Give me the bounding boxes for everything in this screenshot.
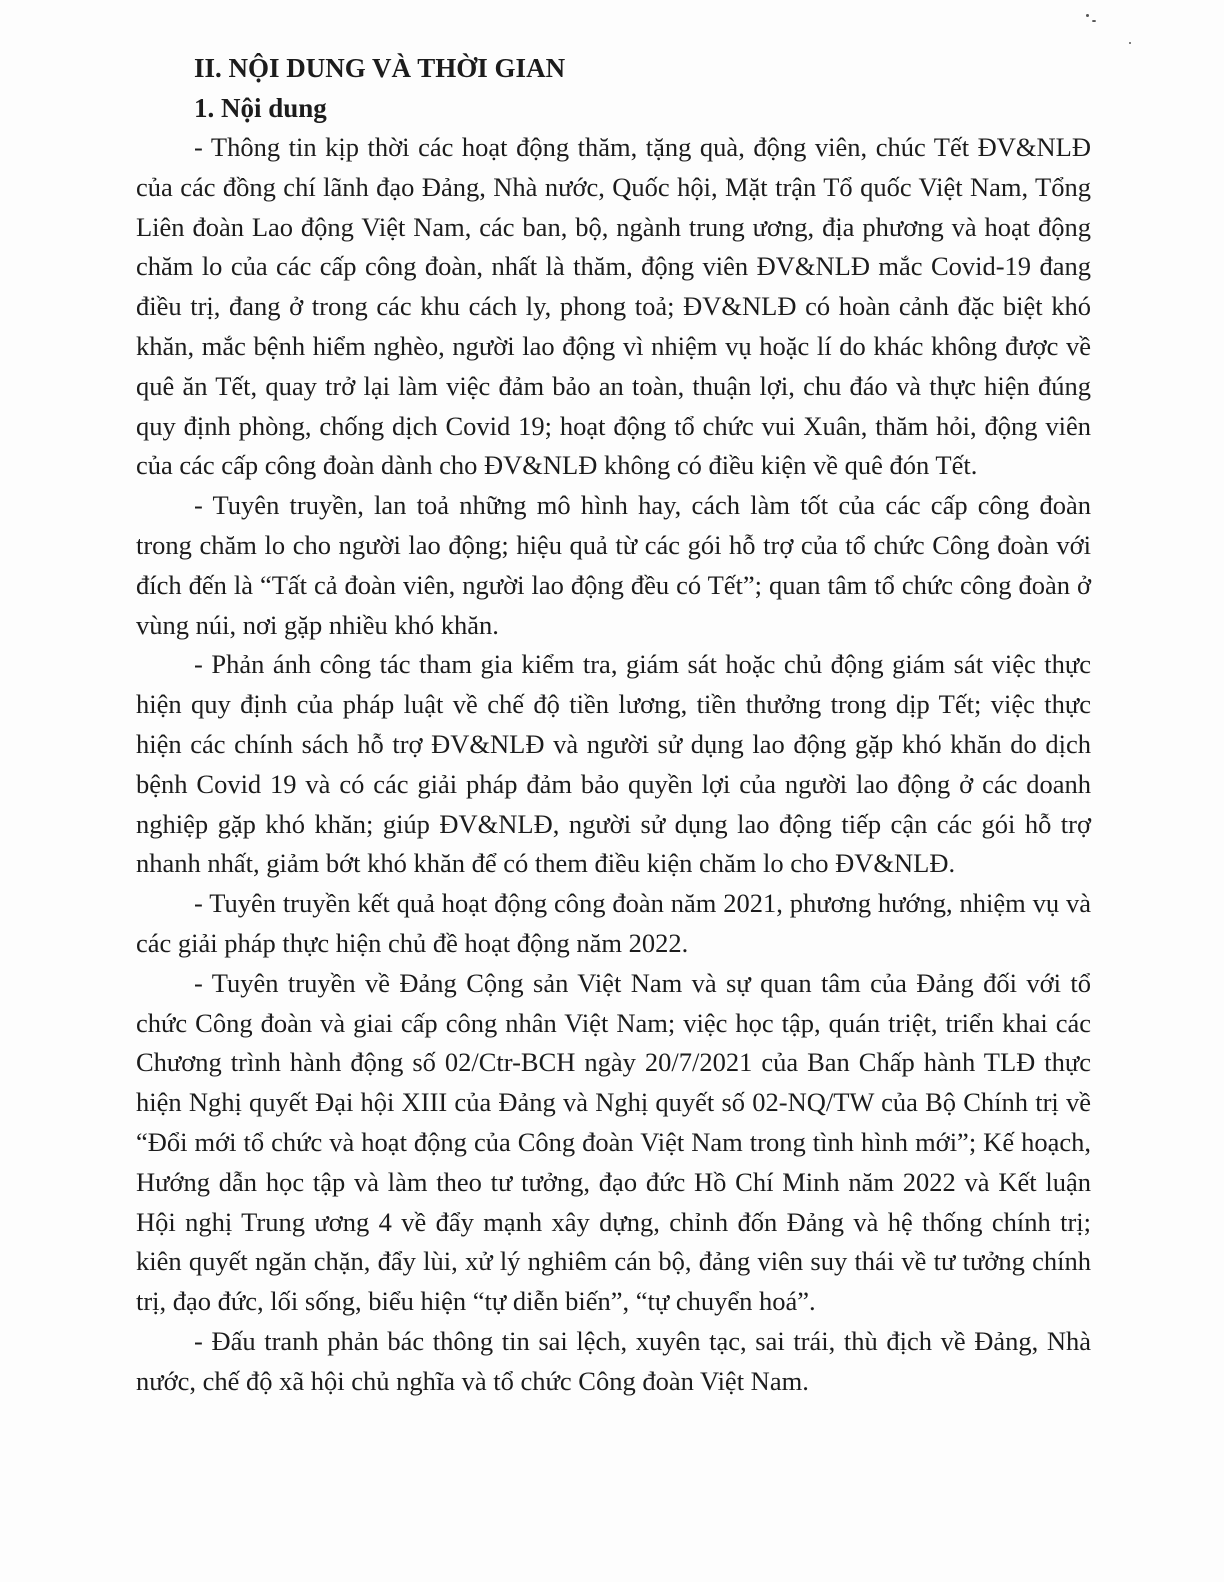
paragraph-counter-misinformation: - Đấu tranh phản bác thông tin sai lệch, xuyên tạc, sai trái, thù địch về Đảng, Nhà nước, chế độ xã hội chủ nghĩa và tổ chức Công đoàn Việt Nam. — [136, 1325, 1091, 1396]
section-heading: II. NỘI DUNG VÀ THỜI GIAN — [194, 53, 566, 83]
subsection-heading: 1. Nội dung — [194, 93, 327, 123]
paragraph-results-2021: - Tuyên truyền kết quả hoạt động công đoàn năm 2021, phương hướng, nhiệm vụ và các giải pháp thực hiện chủ đề hoạt động năm 2022. — [136, 888, 1091, 958]
scan-speck — [1129, 42, 1131, 44]
paragraph-party-propaganda: - Tuyên truyền về Đảng Cộng sản Việt Nam và sự quan tâm của Đảng đối với tổ chức Công đoàn và giai cấp công nhân Việt Nam; việc học tập, quán triệt, triển khai các Chương trình hành động số 02/Ctr-BCH ngày 20/7/2021 của Ban Chấp hành TLĐ thực hiện Nghị quyết Đại hội XIII của Đảng và Nghị quyết số 02-NQ/TW của Bộ Chính trị về “Đổi mới tổ chức và hoạt động của Công đoàn Việt Nam trong tình hình mới”; Kế hoạch, Hướng dẫn học tập và làm theo tư tưởng, đạo đức Hồ Chí Minh năm 2022 và Kết luận Hội nghị Trung ương 4 về đẩy mạnh xây dựng, chỉnh đốn Đảng và hệ thống chính trị; kiên quyết ngăn chặn, đẩy lùi, xử lý nghiêm cán bộ, đảng viên suy thái về tư tưởng chính trị, đạo đức, lối sống, biểu hiện “tự diễn biến”, “tự chuyển hoá”. — [136, 967, 1091, 1317]
paragraph-good-models: - Tuyên truyền, lan toả những mô hình hay, cách làm tốt của các cấp công đoàn trong chăm lo cho người lao động; hiệu quả từ các gói hỗ trợ của tổ chức Công đoàn với đích đến là “Tất cả đoàn viên, người lao động đều có Tết”; quan tâm tổ chức công đoàn ở vùng núi, nơi gặp nhiều khó khăn. — [136, 490, 1091, 640]
scan-speck — [1086, 14, 1089, 17]
document-body — [136, 48, 1091, 1402]
paragraph-supervision: - Phản ánh công tác tham gia kiểm tra, giám sát hoặc chủ động giám sát việc thực hiện quy định của pháp luật về chế độ tiền lương, tiền thưởng trong dịp Tết; việc thực hiện các chính sách hỗ trợ ĐV&NLĐ và người sử dụng lao động gặp khó khăn do dịch bệnh Covid 19 và có các giải pháp đảm bảo quyền lợi của người lao động ở các doanh nghiệp gặp khó khăn; giúp ĐV&NLĐ, người sử dụng lao động tiếp cận các gói hỗ trợ nhanh nhất, giảm bớt khó khăn để có them điều kiện chăm lo cho ĐV&NLĐ. — [136, 649, 1091, 879]
paragraph-news-activities: - Thông tin kịp thời các hoạt động thăm, tặng quà, động viên, chúc Tết ĐV&NLĐ của các đồng chí lãnh đạo Đảng, Nhà nước, Quốc hội, Mặt trận Tổ quốc Việt Nam, Tổng Liên đoàn Lao động Việt Nam, các ban, bộ, ngành trung ương, địa phương và hoạt động chăm lo của các cấp công đoàn, nhất là thăm, động viên ĐV&NLĐ mắc Covid-19 đang điều trị, đang ở trong các khu cách ly, phong toả; ĐV&NLĐ có hoàn cảnh đặc biệt khó khăn, mắc bệnh hiểm nghèo, người lao động vì nhiệm vụ hoặc lí do khác không được về quê ăn Tết, quay trở lại làm việc đảm bảo an toàn, thuận lợi, chu đáo và thực hiện đúng quy định phòng, chống dịch Covid 19; hoạt động tổ chức vui Xuân, thăm hỏi, động viên của các cấp công đoàn dành cho ĐV&NLĐ không có điều kiện về quê đón Tết. — [136, 132, 1091, 481]
scan-speck — [1092, 20, 1096, 22]
